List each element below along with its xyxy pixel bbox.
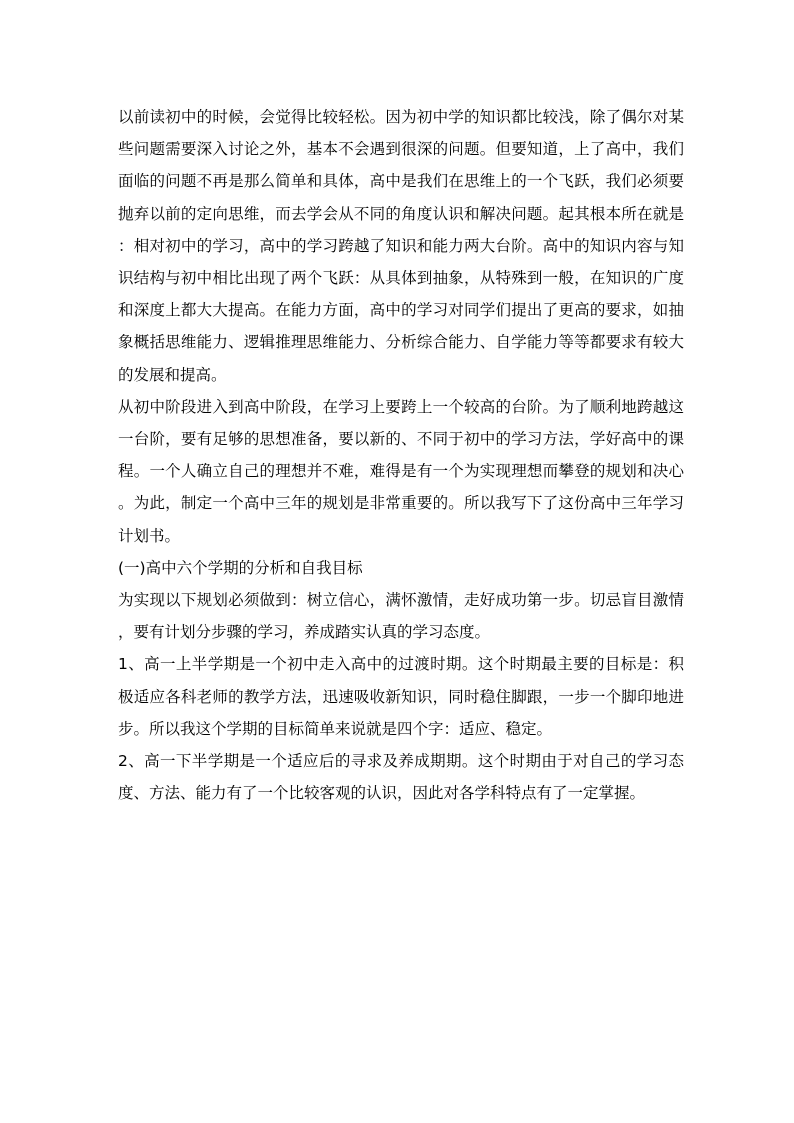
paragraph-semester-1: 1、高一上半学期是一个初中走入高中的过渡时期。这个时期最主要的目标是：积极适应各科老师的教学方法，迅速吸收新知识，同时稳住脚跟，一步一个脚印地进步。所以我这个学期的目标简单来说就是四个字：适应、稳定。: [118, 655, 684, 738]
paragraph-requirements: 为实现以下规划必须做到：树立信心，满怀激情，走好成功第一步。切忌盲目激情，要有计划分步骤的学习，养成踏实认真的学习态度。: [118, 591, 684, 642]
paragraph-semester-2: 2、高一下半学期是一个适应后的寻求及养成期期。这个时期由于对自己的学习态度、方法、能力有了一个比较客观的认识，因此对各学科特点有了一定掌握。: [118, 752, 684, 803]
paragraph-intro: 以前读初中的时候，会觉得比较轻松。因为初中学的知识都比较浅，除了偶尔对某些问题需要深入讨论之外，基本不会遇到很深的问题。但要知道，上了高中，我们面临的问题不再是那么简单和具体，高中是我们在思维上的一个飞跃，我们必须要抛弃以前的定向思维，而去学会从不同的角度认识和解决问题。起其根本所在就是：相对初中的学习，高中的学习跨越了知识和能力两大台阶。高中的知识内容与知识结构与初中相比出现了两个飞跃：从具体到抽象，从特殊到一般，在知识的广度和深度上都大大提高。在能力方面，高中的学习对同学们提出了更高的要求，如抽象概括思维能力、逻辑推理思维能力、分析综合能力、自学能力等等都要求有较大的发展和提高。: [118, 108, 684, 384]
document-body: [118, 101, 684, 809]
section-heading: (一)高中六个学期的分析和自我目标: [118, 558, 363, 577]
paragraph-transition: 从初中阶段进入到高中阶段，在学习上要跨上一个较高的台阶。为了顺利地跨越这一台阶，要有足够的思想准备，要以新的、不同于初中的学习方法，学好高中的课程。一个人确立自己的理想并不难，难得是有一个为实现理想而攀登的规划和决心。为此，制定一个高中三年的规划是非常重要的。所以我写下了这份高中三年学习计划书。: [118, 397, 684, 545]
